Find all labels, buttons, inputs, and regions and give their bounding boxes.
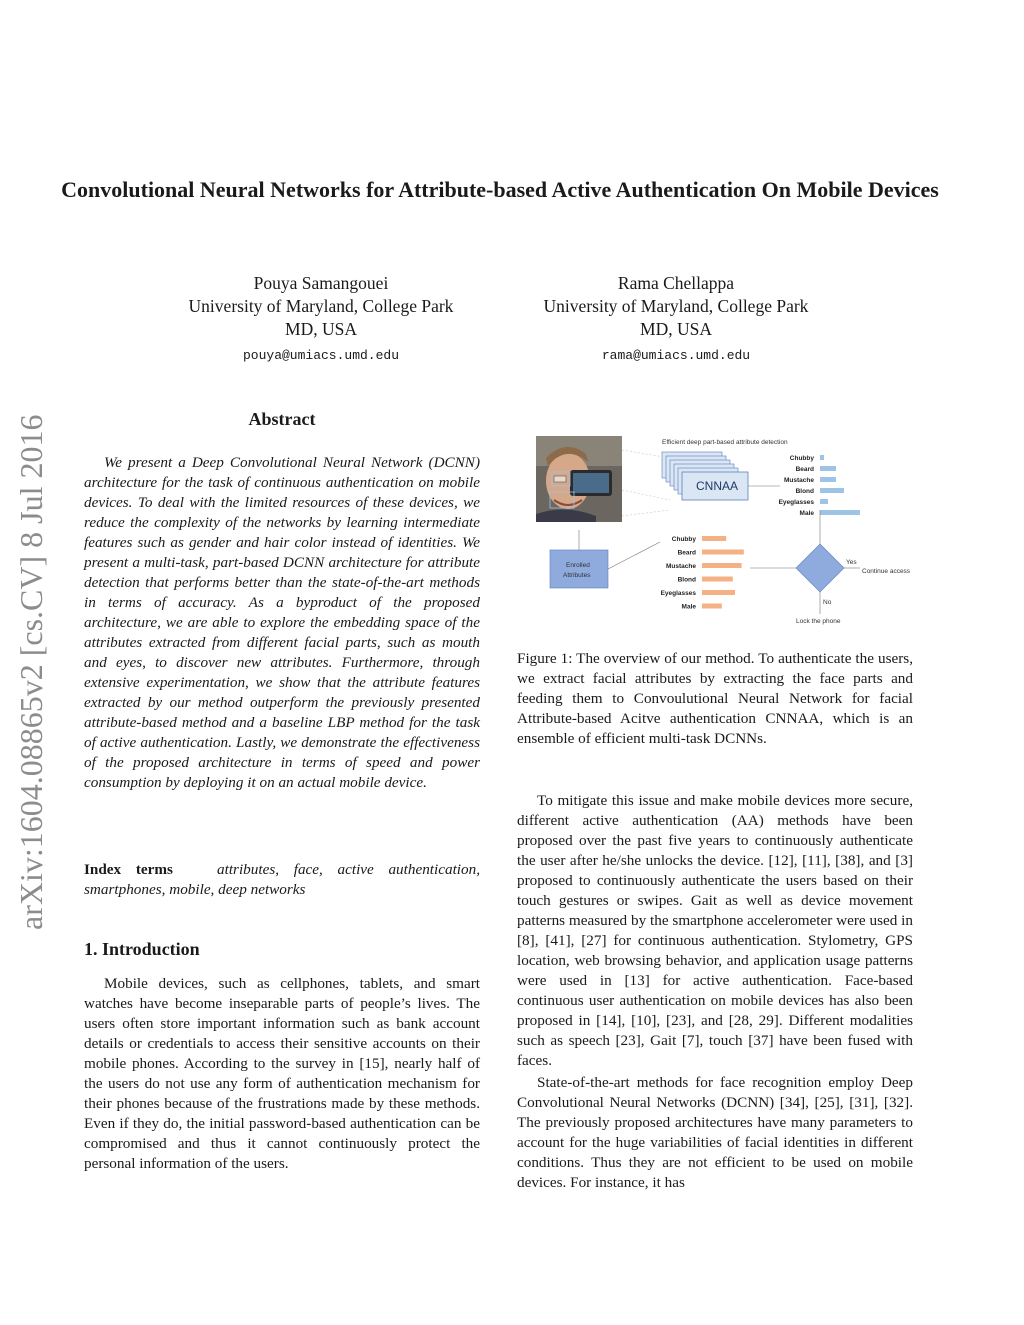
paragraph: State-of-the-art methods for face recognition employ Deep Convolutional Neural Networks (DCNN) [34], [25], [31], [32]. The previously proposed architectures have many parameters to account for the huge variabilities of facial identities in different conditions. Thus they are not efficient to be used on mobile devices. For instance, it has [517, 1074, 913, 1191]
paragraph: To mitigate this issue and make mobile devices more secure, different active authentication (AA) methods have been proposed over the past five years to continuously authenticate the user after he/she unlocks the device. [12], [11], [38], and [3] proposed to continuously authenticate the users based on their touch gestures or swipes. Gait as well as device movement patterns measured by the smartphone accelerometer were used in [8], [41], [27] for continuous authentication. Stylometry, GPS location, web browsing behavior, and application usage patterns were used in [13] for active authentication. Face-based continuous user authentication on mobile devices has also been proposed in [14], [10], [23], and [28, 29]. Different modalities such as speech [23], Gait [7], touch [37] have been fused with faces. [517, 792, 913, 1069]
top-attribute-label: Eyeglasses [778, 499, 814, 506]
enrolled-attribute-bar [702, 536, 726, 541]
author-location: MD, USA [285, 319, 357, 339]
arxiv-stamp: arXiv:1604.08865v2 [cs.CV] 8 Jul 2016 [13, 414, 49, 930]
enrolled-attribute-bar [702, 550, 744, 555]
cnnaa-stack [662, 452, 748, 500]
author-affiliation: University of Maryland, College Park [543, 296, 809, 316]
yes-label: Yes [846, 559, 857, 566]
enrolled-attribute-label: Eyeglasses [660, 590, 696, 597]
enrolled-attribute-bar [702, 604, 722, 609]
top-attribute-bar [820, 488, 844, 493]
index-terms-label: Index terms [84, 861, 173, 878]
enrolled-label-2: Attributes [563, 572, 591, 579]
introduction-paragraph: Mobile devices, such as cellphones, tablets, and smart watches have become inseparable parts of people’s lives. The users often store important information such as bank account details or credentials to access their sensitive accounts on their mobile phones. According to the survey in [15], nearly half of the users do not use any form of authentication mechanism for their phones because of the frustrations made by these methods. Even if they do, the initial password-based authentication can be compromised and thus it cannot continuously protect the personal information of the users. [84, 975, 480, 1172]
cnnaa-label: CNNAA [696, 479, 739, 493]
enrolled-attribute-bar [702, 590, 735, 595]
enrolled-attribute-label: Chubby [671, 536, 696, 543]
author-name: Rama Chellappa [617, 273, 735, 293]
abstract-heading: Abstract [248, 409, 316, 429]
abstract-text: We present a Deep Convolutional Neural Network (DCNN) architecture for the task of continuous authentication on mobile devices. To deal with the limited resources of these devices, we reduce the complexity of the networks by learning intermediate features such as gender and hair color instead of identities. We present a multi-task, part-based DCNN architecture for attribute detection that performs better than the state-of-the-art methods in terms of accuracy. As a byproduct of the proposed architecture, we are able to explore the embedding space of the attributes extracted from different facial parts, such as mouth and eyes, to discover new attributes. Furthermore, through extensive experimentation, we show that the attribute features extracted by our method outperform the previously presented attribute-based method and a baseline LBP method for the task of active authentication. Lastly, we demonstrate the effectiveness of the proposed architecture in terms of speed and power consumption by deploying it on an actual mobile device. [84, 454, 480, 791]
author-affiliation: University of Maryland, College Park [188, 296, 454, 316]
top-attribute-label: Blond [795, 488, 814, 495]
enrolled-label-1: Enrolled [566, 562, 590, 569]
enrolled-attribute-bar [702, 563, 742, 568]
enrolled-attribute-label: Mustache [666, 563, 696, 570]
figure-header: Efficient deep part-based attribute detection [662, 439, 788, 446]
enrolled-attribute-label: Blond [677, 576, 696, 584]
decision-diamond [796, 544, 844, 592]
enrolled-attribute-label: Beard [677, 549, 696, 557]
top-attribute-label: Chubby [789, 455, 814, 462]
figure-caption: Figure 1: The overview of our method. To authenticate the users, we extract facial attributes by extracting the face parts and feeding them to Convoulutional Neural Network for facial Attribute-based Acitve authentication CNNAA, which is an ensemble of efficient multi-task DCNNs. [517, 650, 913, 747]
enrolled-attribute-bar [702, 577, 733, 582]
paper-title: Convolutional Neural Networks for Attribute-based Active Authentication On Mobile Devices [61, 177, 939, 202]
continue-access-label: Continue access [862, 568, 911, 575]
index-terms [84, 860, 480, 900]
top-attribute-label: Male [799, 510, 814, 517]
section-heading-introduction: 1. Introduction [84, 939, 200, 959]
author-email[interactable]: pouya@umiacs.umd.edu [242, 348, 400, 363]
author-location: MD, USA [640, 319, 712, 339]
enrolled-attribute-label: Male [681, 603, 696, 611]
figure-1 [530, 430, 920, 630]
lock-phone-label: Lock the phone [796, 618, 841, 625]
author-block-2 [496, 272, 856, 367]
top-attribute-bar [820, 477, 836, 482]
top-attribute-bar [820, 499, 828, 504]
top-attribute-label: Beard [795, 466, 814, 473]
author-email[interactable]: rama@umiacs.umd.edu [601, 348, 751, 363]
enrolled-attributes-box [550, 550, 608, 588]
top-attribute-label: Mustache [784, 477, 814, 484]
no-label: No [823, 599, 832, 606]
author-name: Pouya Samangouei [253, 273, 389, 293]
index-terms-list: attributes, face, active authentication, smartphones, mobile, deep networks [84, 861, 480, 898]
right-column-body [517, 791, 913, 1195]
top-attribute-bar [820, 455, 824, 460]
top-attribute-bar [820, 466, 836, 471]
top-attribute-bar [820, 510, 860, 515]
author-block-1 [141, 272, 501, 367]
